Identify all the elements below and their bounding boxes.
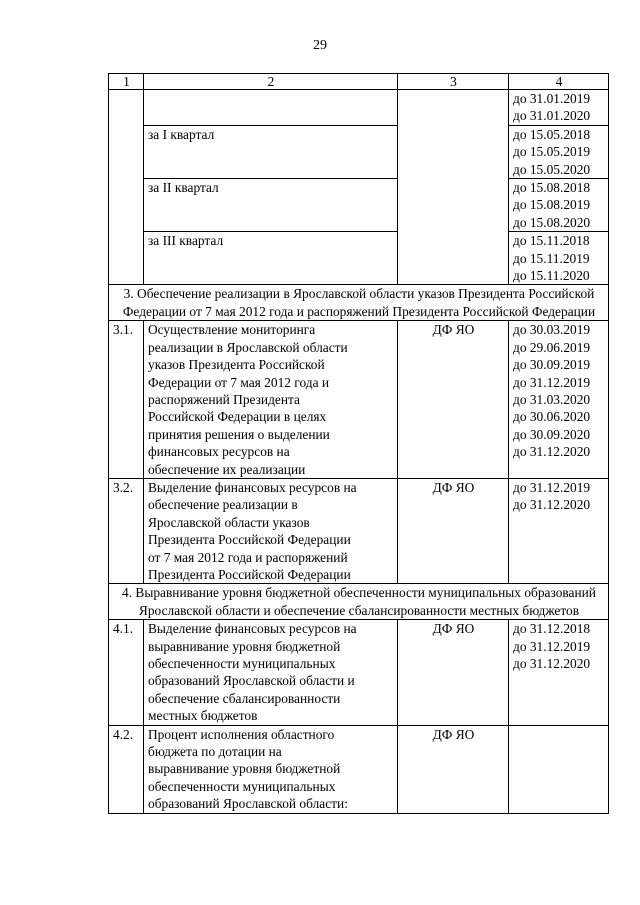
description-line: распоряжений Президента	[148, 391, 300, 407]
continuation-executor-cell	[398, 90, 509, 285]
quarter-dates	[509, 232, 609, 285]
table-row	[109, 179, 609, 232]
date-item: до 31.12.2019	[513, 374, 591, 390]
date-item: до 15.05.2019	[513, 144, 591, 160]
date-item: до 29.06.2019	[513, 339, 591, 355]
header-col-4: 4	[509, 74, 609, 90]
row-number: 4.1.	[109, 620, 144, 725]
page-number: 29	[313, 38, 327, 53]
description-line: финансовых ресурсов на	[148, 444, 290, 460]
continuation-label	[144, 90, 398, 126]
date-item: до 30.09.2020	[513, 426, 591, 442]
description-line: Российской Федерации в целях	[148, 409, 327, 425]
date-item: до 15.05.2020	[513, 161, 591, 177]
description-line: Ярославской области указов	[148, 514, 310, 530]
date-item: до 15.11.2020	[513, 268, 590, 284]
description-line: обеспеченности муниципальных	[148, 778, 336, 794]
row-dates	[509, 321, 609, 479]
description-line: обеспечение реализации в	[148, 497, 298, 513]
header-col-1: 1	[109, 74, 144, 90]
date-item: до 15.11.2018	[513, 233, 590, 249]
date-item: до 30.03.2019	[513, 322, 591, 338]
schedule-table	[108, 73, 609, 814]
section-3-heading: 3. Обеспечение реализации в Ярославской области указов Президента Российской Федерации от 7 мая 2012 года и распоряжений Президента Российской Федерации	[109, 285, 609, 321]
row-dates	[509, 725, 609, 813]
row-dates	[509, 478, 609, 583]
date-item: до 15.08.2018	[513, 180, 591, 196]
row-executor: ДФ ЯО	[398, 321, 509, 479]
table-row	[109, 90, 609, 126]
quarter-label: за III квартал	[144, 232, 398, 285]
date-item: до 31.12.2020	[513, 497, 591, 513]
section-row	[109, 584, 609, 620]
description-line: выравнивание уровня бюджетной	[148, 761, 341, 777]
table-header-row	[109, 74, 609, 90]
description-line: выравнивание уровня бюджетной	[148, 638, 341, 654]
continuation-dates	[509, 90, 609, 126]
date-item: до 31.12.2020	[513, 656, 591, 671]
description-line: принятия решения о выделении	[148, 426, 330, 442]
description-line: обеспечение их реализации	[148, 461, 306, 477]
date-item: до 31.12.2019	[513, 638, 591, 654]
description-line: Выделение финансовых ресурсов на	[148, 479, 357, 495]
table-row	[109, 620, 609, 725]
table-row	[109, 125, 609, 178]
description-line: Президента Российской Федерации	[148, 532, 351, 548]
header-col-3: 3	[398, 74, 509, 90]
quarter-label: за I квартал	[144, 125, 398, 178]
quarter-dates	[509, 125, 609, 178]
date-item: до 15.05.2018	[513, 126, 591, 142]
row-executor: ДФ ЯО	[398, 620, 509, 725]
date-item: до 15.08.2020	[513, 214, 591, 230]
description-line: Процент исполнения областного	[148, 726, 335, 742]
row-executor: ДФ ЯО	[398, 725, 509, 813]
date-item: до 31.12.2018	[513, 621, 591, 637]
continuation-num-cell	[109, 90, 144, 285]
description-line: бюджета по дотации на	[148, 744, 282, 760]
header-col-2: 2	[144, 74, 398, 90]
description-line: от 7 мая 2012 года и распоряжений	[148, 549, 348, 565]
row-description	[144, 321, 398, 479]
description-line: указов Президента Российской	[148, 357, 325, 373]
description-line: местных бюджетов	[148, 708, 258, 724]
row-description	[144, 620, 398, 725]
section-row	[109, 285, 609, 321]
date-item: до 31.12.2020	[513, 444, 591, 460]
date-item: до 31.01.2019	[513, 91, 591, 106]
row-dates	[509, 620, 609, 725]
description-line: Федерации от 7 мая 2012 года и	[148, 374, 330, 390]
quarter-dates	[509, 179, 609, 232]
date-item: до 31.01.2020	[513, 108, 591, 124]
row-number: 3.1.	[109, 321, 144, 479]
description-line: образований Ярославской области и	[148, 673, 355, 689]
table-row	[109, 725, 609, 813]
row-description	[144, 725, 398, 813]
description-line: обеспечение сбалансированности	[148, 690, 341, 706]
description-line: обеспеченности муниципальных	[148, 656, 336, 671]
row-description	[144, 478, 398, 583]
date-item: до 15.08.2019	[513, 197, 591, 213]
table-row	[109, 321, 609, 479]
section-4-heading: 4. Выравнивание уровня бюджетной обеспеченности муниципальных образований Ярославской области и обеспечение сбалансированности местных бюджетов	[109, 584, 609, 620]
table-row	[109, 478, 609, 583]
quarter-label: за II квартал	[144, 179, 398, 232]
date-item: до 30.09.2019	[513, 357, 591, 373]
description-line: Президента Российской Федерации	[148, 566, 351, 582]
description-line: Осуществление мониторинга	[148, 322, 316, 338]
row-executor: ДФ ЯО	[398, 478, 509, 583]
row-number: 3.2.	[109, 478, 144, 583]
date-item: до 15.11.2019	[513, 250, 590, 266]
date-item: до 30.06.2020	[513, 409, 591, 425]
description-line: Выделение финансовых ресурсов на	[148, 621, 357, 637]
description-line: образований Ярославской области:	[148, 796, 348, 812]
row-number: 4.2.	[109, 725, 144, 813]
date-item: до 31.03.2020	[513, 391, 591, 407]
table-row	[109, 232, 609, 285]
date-item: до 31.12.2019	[513, 479, 591, 495]
description-line: реализации в Ярославской области	[148, 339, 348, 355]
